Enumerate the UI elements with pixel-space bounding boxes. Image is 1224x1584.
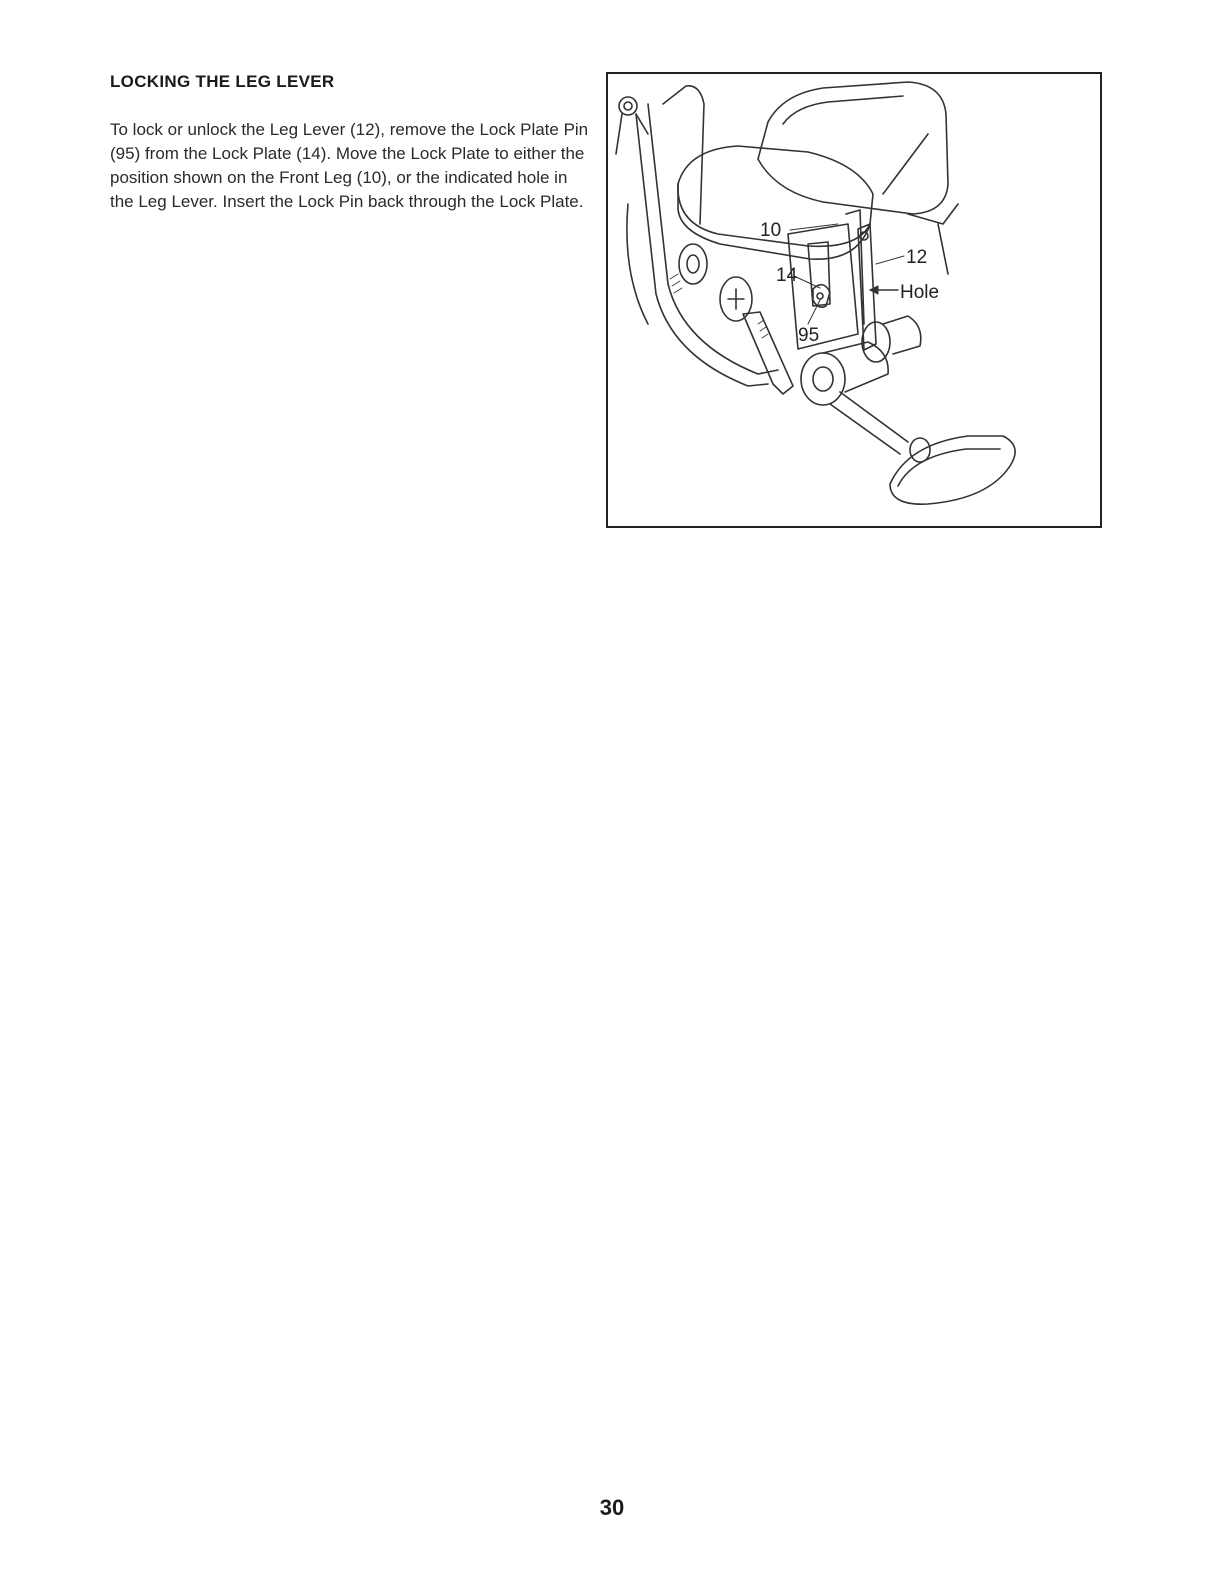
- leg-lever-illustration: [606, 72, 1102, 528]
- callout-lock-plate: 14: [776, 265, 798, 286]
- callout-lock-plate-pin: 95: [798, 325, 820, 346]
- callout-front-leg: 10: [760, 220, 782, 241]
- section-heading: LOCKING THE LEG LEVER: [110, 72, 335, 91]
- bench-line-drawing: [608, 74, 1102, 528]
- instruction-paragraph: To lock or unlock the Leg Lever (12), remove the Lock Plate Pin (95) from the Lock Plate (14). Move the Lock Plate to either the position shown on the Front Leg (10), or the indicated hole in the Leg Lever. Insert the Lock Pin back through the Lock Plate.: [110, 120, 589, 211]
- callout-leg-lever: 12: [906, 247, 928, 268]
- page-number: 30: [599, 1495, 625, 1520]
- callout-hole: Hole: [900, 282, 940, 303]
